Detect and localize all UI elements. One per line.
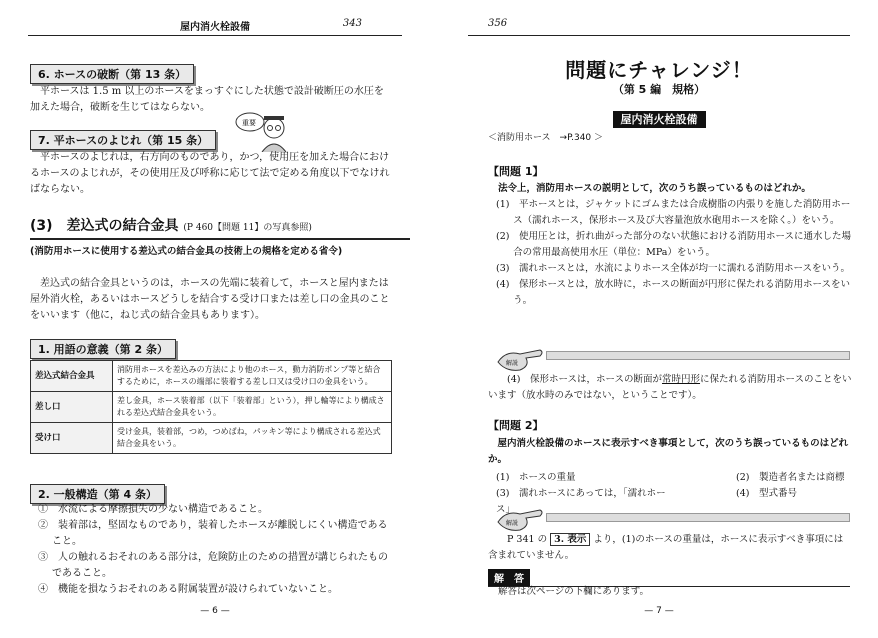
section-3-title: (3) 差込式の結合金具 [30,218,179,234]
list-item: (4) 保形ホースとは，放水時に，ホースの断面が円形に保たれる消防用ホースをいう。 [496,279,851,306]
explanation-text: に保たれる消防用ホースのことをいいます（放水時のみではない，ということです）。 [488,374,852,401]
question-2-options-right [736,470,862,502]
page-number: 343 [342,18,362,29]
category-label-text: 屋内消火栓設備 [613,111,706,128]
general-structure-heading: 2. 一般構造（第 4 条） [30,484,165,504]
list-item: (1) ホースの重量 [496,472,576,483]
list-item: (3) 濡れホースにあっては，「濡れホース」 [496,488,666,515]
left-page-header [28,14,402,36]
category-label [440,108,878,127]
list-item: (4) 型式番号 [736,488,797,499]
section-3-ref: (P 460【問題 11】の写真参照) [183,223,312,233]
explanation-boxed-ref: 3. 表示 [550,533,590,546]
list-item: (1) 平ホースとは，ジャケットにゴムまたは合成樹脂の内張りを施した消防用ホース（濡れホース，保形ホース及び大容量泡放水砲用ホースを除く。）をいう。 [496,199,851,226]
right-page-footer: — 7 — [644,606,674,616]
pointing-hand-icon [496,504,544,532]
section-7-heading: 7. 平ホースのよじれ（第 15 条） [30,130,216,150]
answer-text: 解答は次ページの下欄にあります。 [498,586,650,597]
speech-bubble-text: 重要 [242,119,256,127]
list-item: ③ 人の触れるおそれのある部分は，危険防止のための措置が講じられたものであること。 [38,552,388,579]
right-page [440,0,878,638]
left-page-footer: — 6 — [200,606,230,616]
section-3-subtitle: (消防用ホースに使用する差込式の結合金具の技術上の規格を定める省令) [30,246,343,257]
hint-bar-2 [546,513,850,522]
terms-table [30,360,392,454]
hint-label: 解説 [506,520,519,527]
explanation-underline: 常時円形 [662,374,701,385]
table-row [31,392,392,423]
question-2-heading: 【問題 2】 [488,419,544,432]
section-3-text: 差込式の結合金具というのは，ホースの先端に装着して，ホースと屋内または屋外消火栓，あるいはホースどうしを結合する受け口または差し口の金具のことをいいます（他に，ねじ式の結合金具もあります）。 [30,278,390,321]
right-page-header [468,14,850,36]
definition-cell: 差し金具，ホース装着部（以下「装着部」という），押し輪等により構成される差込式結合金具をいう。 [113,392,392,423]
list-item: ④ 機能を損なうおそれのある附属装置が設けられていないこと。 [38,584,338,595]
question-2-explanation [488,532,852,564]
list-item: ① 水流による摩擦損失の少ない構造であること。 [38,504,268,515]
hint-bar-1 [546,351,850,360]
left-page [0,0,430,638]
answer-label: 解 答 [488,569,530,586]
section-6-text: 平ホースは 1.5 m 以上のホースをまっすぐにした状態で設計破断圧の水圧を加えた場合，破断を生じてはならない。 [30,86,384,113]
list-item: (2) 使用圧とは，折れ曲がった部分のない状態における消防用ホースに通水した場合の常用最高使用水圧（単位：MPa）をいう。 [496,231,851,258]
definition-cell: 消防用ホースを差込みの方法により他のホース，動力消防ポンプ等と結合するために，ホースの端部に装着する差し口又は受け口の金具をいう。 [113,361,392,392]
definition-cell: 受け金具，装着部，つめ，つめばね，パッキン等により構成される差込式結合金具をいう。 [113,423,392,454]
challenge-subtitle: （第 5 編 規格） [612,83,706,96]
question-2-text: 屋内消火栓設備のホースに表示すべき事項として，次のうち誤っているものはどれか。 [488,438,849,465]
reference-line: ＜消防用ホース →P.340 ＞ [488,133,604,143]
term-cell: 受け口 [31,423,113,454]
section-3-heading [30,216,410,240]
teacher-illustration-icon [232,108,294,152]
terms-heading: 1. 用語の意義（第 2 条） [30,339,176,359]
page-number: 356 [488,18,508,29]
pointing-hand-icon [496,344,544,372]
explanation-text: P 341 の [507,534,548,545]
question-1-heading: 【問題 1】 [488,165,544,178]
explanation-text: (4) 保形ホースは，ホースの断面が [507,374,663,385]
term-cell: 差し口 [31,392,113,423]
list-item: ② 装着部は，堅固なものであり，装着したホースが離脱しにくい構造であること。 [38,520,388,547]
list-item: (3) 濡れホースとは，水流によりホース全体が均一に濡れる消防用ホースをいう。 [496,263,851,274]
section-7-text: 平ホースのよじれは，右方向のものであり，かつ，使用圧を加えた場合におけるホースのよじれが，その使用圧及び呼称に応じて法で定める角度以下でなければならない。 [30,152,390,195]
section-6-heading: 6. ホースの破断（第 13 条） [30,64,194,84]
table-row [31,361,392,392]
term-cell: 差込式結合金具 [31,361,113,392]
table-row [31,423,392,454]
question-1-explanation [488,372,852,404]
header-title: 屋内消火栓設備 [180,22,250,33]
challenge-title: 問題にチャレンジ！ [565,58,753,82]
question-1-text: 法令上，消防用ホースの説明として，次のうち誤っているものはどれか。 [498,183,811,194]
hint-label: 解説 [506,360,519,367]
general-structure-list [38,502,394,598]
question-1-options [496,197,852,309]
explanation-text: より，(1)のホースの重量は，ホースに表示すべき事項には含まれていません。 [488,534,844,561]
list-item: (2) 製造者名または商標 [736,472,845,483]
